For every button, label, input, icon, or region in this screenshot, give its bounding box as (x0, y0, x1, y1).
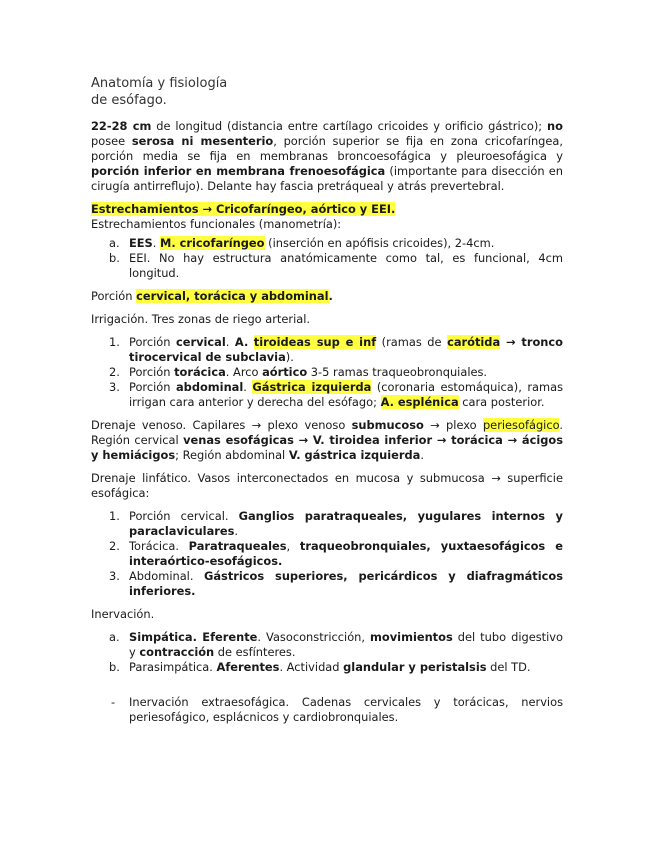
text: de esfínteres. (214, 645, 296, 659)
emphasis: no (547, 119, 563, 133)
emphasis: porción inferior en membrana frenoesofágica (91, 164, 386, 178)
drenaje-linfatico-list (91, 509, 563, 599)
text: de longitud (distancia entre cartílago cricoides y orificio gástrico); (151, 119, 548, 133)
text: Inervación extraesofágica. Cadenas cervicales y torácicas, nervios periesofágico, esplácnicos y cardiobronquiales. (129, 695, 563, 724)
text: , porción superior se fija en zona cricofaríngea, porción media se fija en membranas broncoesofágica y pleuroesofágica y (91, 134, 563, 163)
emphasis: serosa ni mesenterio (131, 134, 274, 148)
list-item (91, 335, 563, 365)
document-title (91, 75, 563, 109)
highlighted-heading: Estrechamientos → Cricofaríngeo, aórtico y EEI. (91, 202, 396, 216)
list-marker: b. (109, 251, 120, 265)
list-marker: 2. (109, 539, 120, 553)
list-item (91, 660, 563, 675)
text: . Arco (225, 365, 263, 379)
title-line-1: Anatomía y fisiología (91, 76, 228, 91)
intro-paragraph (91, 119, 563, 194)
text (248, 335, 254, 349)
list-item (91, 509, 563, 539)
text: Parasimpática. (129, 660, 217, 674)
text: Porción (91, 289, 137, 303)
emphasis: Ganglios paratraqueales, yugulares internos y paraclaviculares (129, 509, 563, 538)
list-item (91, 630, 563, 660)
text: Drenaje venoso. Capilares → plexo venoso (91, 418, 352, 432)
list-item (91, 569, 563, 599)
emphasis: submucoso (351, 418, 424, 432)
porcion-paragraph (91, 289, 563, 304)
text: . (225, 335, 235, 349)
list-marker: 2. (109, 365, 120, 379)
emphasis: torácica (174, 365, 226, 379)
irrigacion-list (91, 335, 563, 410)
list-item (91, 695, 563, 725)
text: Torácica. (129, 539, 189, 553)
text: cara posterior. (458, 395, 545, 409)
emphasis: Aferentes (216, 660, 280, 674)
list-marker: 3. (109, 380, 120, 394)
list-marker: a. (109, 630, 120, 644)
text: . (420, 448, 424, 462)
estrechamientos-list (91, 236, 563, 281)
emphasis: contracción (139, 645, 215, 659)
highlighted-term: M. cricofaríngeo (160, 236, 265, 250)
emphasis: V. gástrica izquierda (288, 448, 421, 462)
emphasis: Paratraqueales (188, 539, 287, 553)
text: . Región cervical (91, 418, 563, 447)
emphasis: Gástricos superiores, pericárdicos y diafragmáticos inferiores. (129, 569, 563, 598)
irrigacion-heading: Irrigación. Tres zonas de riego arterial. (91, 312, 311, 326)
text: (ramas de (376, 335, 448, 349)
text: (coronaria estomáquica), ramas irrigan cara anterior y derecha del esófago; (129, 380, 563, 409)
text: del tubo digestivo y (129, 630, 563, 659)
text: Porción cervical. (129, 509, 239, 523)
list-item (91, 251, 563, 281)
text: ). (285, 350, 294, 364)
estrechamientos-heading (91, 202, 563, 217)
emphasis: EES (129, 236, 153, 250)
emphasis: glandular y peristalsis (343, 660, 487, 674)
estrechamientos-section (91, 202, 563, 232)
list-marker: 3. (109, 569, 120, 583)
text: (inserción en apófisis cricoides), 2-4cm. (264, 236, 495, 250)
text: Porción (129, 380, 176, 394)
highlighted-term: periesofágico (482, 418, 560, 432)
emphasis: movimientos (370, 630, 453, 644)
text: posee (91, 134, 132, 148)
document-page (91, 75, 563, 733)
text: , (286, 539, 300, 553)
text: . Actividad (279, 660, 344, 674)
text: EEI. No hay estructura anatómicamente como tal, es funcional, 4cm longitud. (129, 251, 563, 280)
inervacion-list (91, 630, 563, 675)
emphasis: venas esofágicas → V. tiroidea inferior → torácica → ácigos y hemiácigos (91, 433, 563, 462)
text: 3-5 ramas traqueobronquiales. (307, 365, 488, 379)
emphasis: → tronco tirocervical de subclavia (129, 335, 563, 364)
list-item (91, 365, 563, 380)
emphasis: abdominal (175, 380, 244, 394)
text: . Vasoconstricción, (257, 630, 371, 644)
highlighted-term: Gástrica izquierda (252, 380, 372, 394)
title-line-2: de esófago. (91, 93, 167, 108)
emphasis: Simpática. Eferente (129, 630, 258, 644)
estrechamientos-subheading: Estrechamientos funcionales (manometría): (91, 217, 342, 231)
text: . (328, 289, 333, 303)
emphasis: cervical (176, 335, 226, 349)
text: (importante para disección en cirugía antirreflujo). Delante hay fascia pretráqueal y atrás prevertebral. (91, 164, 563, 193)
list-marker: b. (109, 660, 120, 674)
highlighted-term: A. esplénica (380, 395, 459, 409)
list-item (91, 236, 563, 251)
list-marker: - (111, 695, 116, 709)
list-item (91, 380, 563, 410)
inervacion-extra-list (91, 695, 563, 725)
spacer (91, 683, 563, 695)
highlighted-term: cervical, torácica y abdominal (136, 289, 329, 303)
text: . (152, 236, 161, 250)
list-item (91, 539, 563, 569)
text: Abdominal. (129, 569, 205, 583)
list-marker: 1. (109, 335, 120, 349)
list-marker: a. (109, 236, 120, 250)
text: → plexo (423, 418, 483, 432)
drenaje-venoso-paragraph (91, 418, 563, 463)
highlighted-term: tiroideas sup e inf (253, 335, 377, 349)
text: . (234, 524, 239, 538)
emphasis: traqueobronquiales, yuxtaesofágicos e interaórtico-esofágicos. (129, 539, 563, 568)
text: Porción (129, 365, 175, 379)
inervacion-heading: Inervación. (91, 607, 155, 621)
emphasis: A. (234, 335, 249, 349)
length-value: 22-28 cm (91, 119, 152, 133)
text: ; Región abdominal (175, 448, 289, 462)
list-marker: 1. (109, 509, 120, 523)
text: Porción (129, 335, 176, 349)
highlighted-term: carótida (447, 335, 501, 349)
text: . (243, 380, 253, 394)
emphasis: aórtico (262, 365, 308, 379)
text: del TD. (486, 660, 531, 674)
drenaje-linfatico-heading: Drenaje linfático. Vasos interconectados en mucosa y submucosa → superficie esofágica: (91, 471, 563, 500)
